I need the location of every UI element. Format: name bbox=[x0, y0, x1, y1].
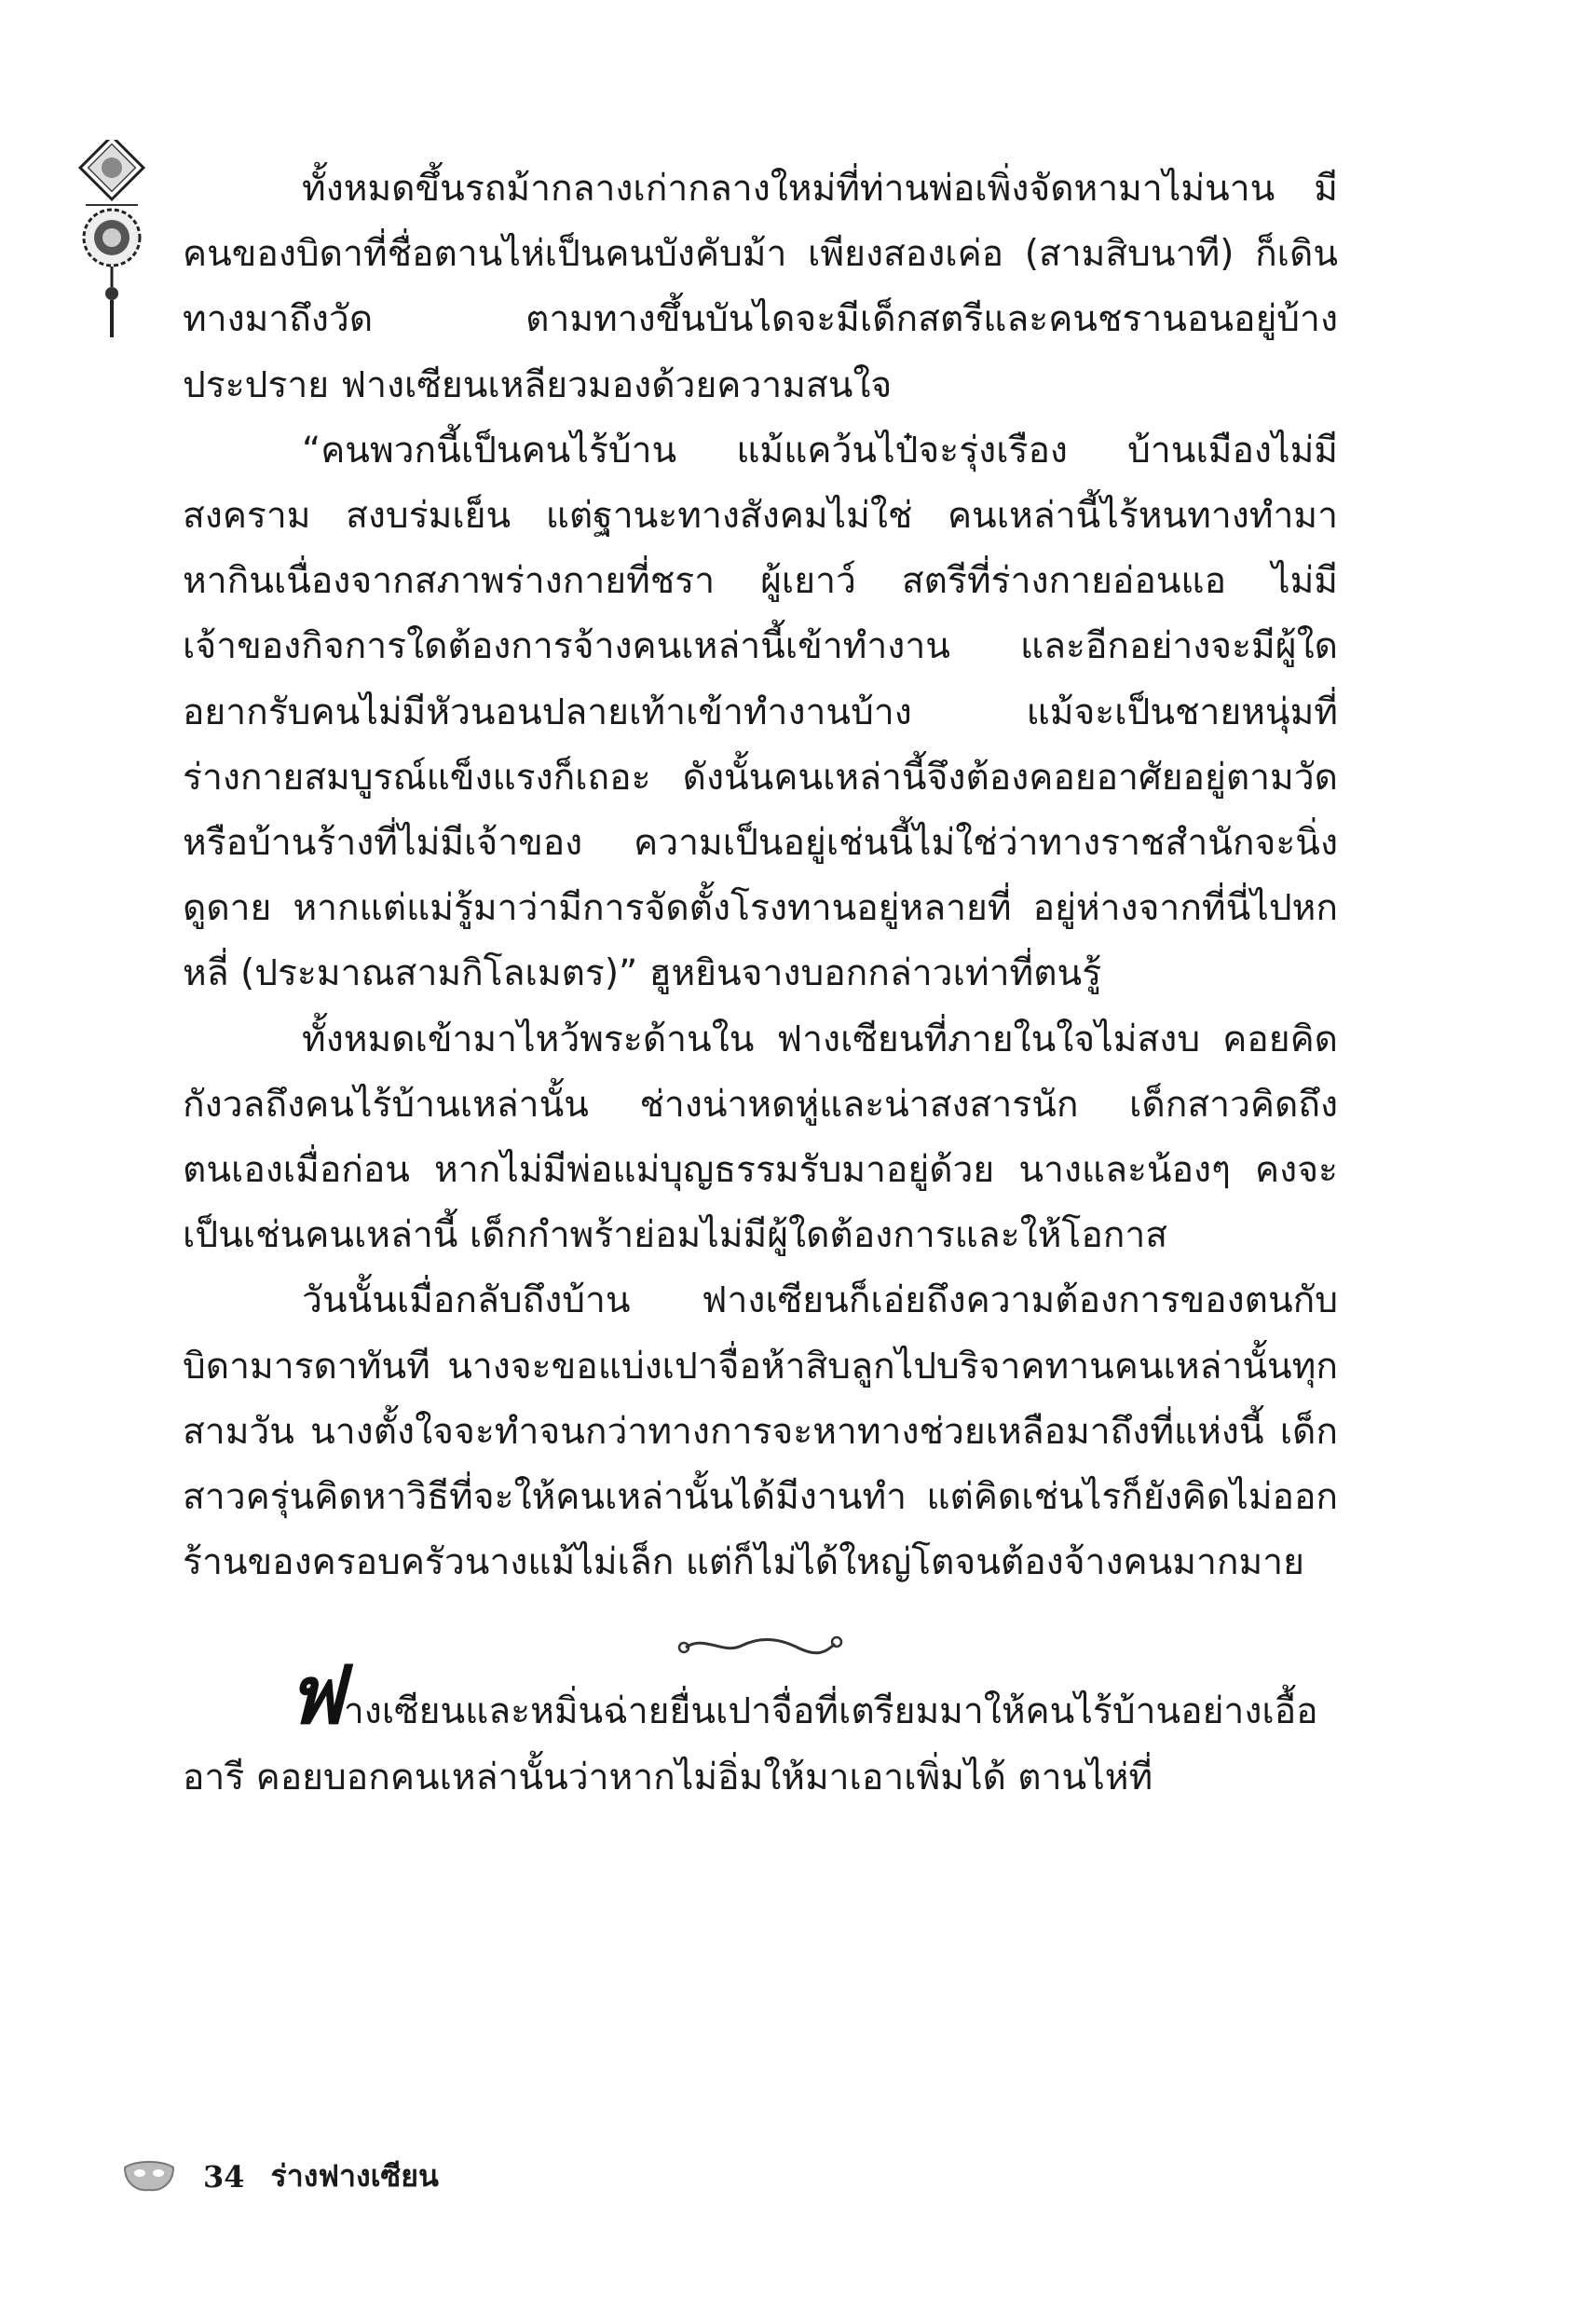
body-text bbox=[183, 157, 1338, 1811]
page-number: 34 bbox=[203, 2158, 245, 2195]
mask-icon bbox=[121, 2158, 177, 2195]
dropcap-paragraph-text: างเซียนและหมิ่นฉ่ายยื่นเปาจื่อที่เตรียมมาให้คนไร้บ้านอย่างเอื้ออารี คอยบอกคนเหล่านั้นว่าหากไม่อิ่มให้มาเอาเพิ่มได้ ตานไห่ที่ bbox=[183, 1690, 1318, 1798]
section-divider bbox=[183, 1627, 1338, 1664]
page-footer bbox=[121, 2153, 439, 2200]
paragraph-2: “คนพวกนี้เป็นคนไร้บ้าน แม้แคว้นไป๋จะรุ่งเรือง บ้านเมืองไม่มีสงคราม สงบร่มเย็น แต่ฐานะทางสังคมไม่ใช่ คนเหล่านี้ไร้หนทางทำมาหากินเนื่องจากสภาพร่างกายที่ชรา ผู้เยาว์ สตรีที่ร่างกายอ่อนแอ ไม่มีเจ้าของกิจการใดต้องการจ้างคนเหล่านี้เข้าทำงาน และอีกอย่างจะมีผู้ใดอยากรับคนไม่มีหัวนอนปลายเท้าเข้าทำงานบ้าง แม้จะเป็นชายหนุ่มที่ร่างกายสมบูรณ์แข็งแรงก็เถอะ ดังนั้นคนเหล่านี้จึงต้องคอยอาศัยอยู่ตามวัด หรือบ้านร้างที่ไม่มีเจ้าของ ความเป็นอยู่เช่นนี้ไม่ใช่ว่าทางราชสำนักจะนิ่งดูดาย หากแต่แม่รู้มาว่ามีการจัดตั้งโรงทานอยู่หลายที่ อยู่ห่างจากที่นี่ไปหกหลี่ (ประมาณสามกิโลเมตร)” ฮูหยินจางบอกกล่าวเท่าที่ตนรู้ bbox=[183, 429, 1338, 995]
dropcap-paragraph bbox=[183, 1648, 1338, 1810]
paragraph-3: ทั้งหมดเข้ามาไหว้พระด้านใน ฟางเซียนที่ภายในใจไม่สงบ คอยคิดกังวลถึงคนไร้บ้านเหล่านั้น ช่างน่าหดหู่และน่าสงสารนัก เด็กสาวคิดถึงตนเองเมื่อก่อน หากไม่มีพ่อแม่บุญธรรมรับมาอยู่ด้วย นางและน้องๆ คงจะเป็นเช่นคนเหล่านี้ เด็กกำพร้าย่อมไม่มีผู้ใดต้องการและให้โอกาส bbox=[183, 1018, 1338, 1257]
dropcap-letter: ฟ bbox=[287, 1648, 344, 1744]
book-title: ร่างฟางเซียน bbox=[270, 2158, 439, 2194]
publisher-emblem-icon bbox=[65, 140, 158, 345]
scroll-ornament-icon bbox=[667, 1627, 853, 1664]
paragraph-1: ทั้งหมดขึ้นรถม้ากลางเก่ากลางใหม่ที่ท่านพ่อเพิ่งจัดหามาไม่นาน มีคนของบิดาที่ชื่อตานไห่เป็นคนบังคับม้า เพียงสองเค่อ (สามสิบนาที) ก็เดินทางมาถึงวัด ตามทางขึ้นบันไดจะมีเด็กสตรีและคนชรานอนอยู่บ้างประปราย ฟางเซียนเหลียวมองด้วยความสนใจ bbox=[183, 168, 1338, 406]
paragraph-4: วันนั้นเมื่อกลับถึงบ้าน ฟางเซียนก็เอ่ยถึงความต้องการของตนกับบิดามารดาทันที นางจะขอแบ่งเปาจื่อห้าสิบลูกไปบริจาคทานคนเหล่านั้นทุกสามวัน นางตั้งใจจะทำจนกว่าทางการจะหาทางช่วยเหลือมาถึงที่แห่งนี้ เด็กสาวครุ่นคิดหาวิธีที่จะให้คนเหล่านั้นได้มีงานทำ แต่คิดเช่นไรก็ยังคิดไม่ออก ร้านของครอบครัวนางแม้ไม่เล็ก แต่ก็ไม่ได้ใหญ่โตจนต้องจ้างคนมากมาย bbox=[183, 1279, 1338, 1584]
